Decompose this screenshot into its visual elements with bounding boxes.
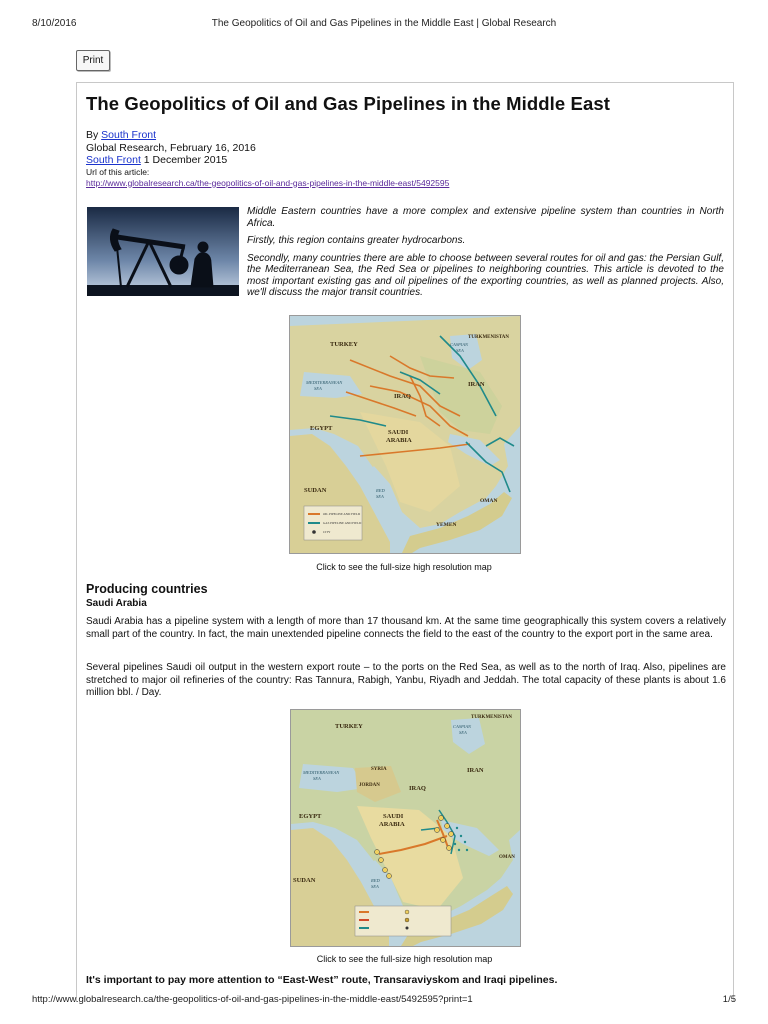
intro-paragraph: Secondly, many countries there are able to choose between several routes for oil and gas: the Persian Gulf, the Mediterranean Sea, the Red Sea or pipelines to neighboring countries. This article is devoted to the most important existing gas and oil pipelines of the exporting countries, as well as planned projects. Also, we'll discuss the major transit countries.	[247, 252, 724, 298]
map2-label-iran: IRAN	[467, 767, 484, 774]
map2-label-jordan: JORDAN	[359, 783, 380, 788]
map-label-red: RED	[376, 488, 385, 493]
print-date: 8/10/2016	[32, 18, 77, 29]
map-label-arabia: ARABIA	[386, 437, 412, 444]
map-label-iraq: IRAQ	[394, 393, 411, 400]
middle-east-pipelines-map[interactable]	[289, 315, 521, 554]
map2-label-mediterranean: MEDITERRANEAN	[303, 770, 340, 775]
original-source-link[interactable]: South Front	[86, 154, 141, 166]
intro-paragraph: Middle Eastern countries have a more complex and extensive pipeline system than countries in North Africa.	[247, 206, 724, 229]
print-header	[32, 18, 736, 32]
byline: By South Front	[86, 129, 157, 141]
article-meta	[86, 129, 449, 189]
map2-label-mediterranean-sea: SEA	[313, 776, 321, 781]
map-label-iran: IRAN	[468, 381, 485, 388]
map-label-mediterranean: MEDITERRANEAN	[306, 380, 343, 385]
source-line: Global Research, February 16, 2016	[86, 141, 256, 154]
legend-city: CITY	[323, 530, 331, 534]
map-label-egypt: EGYPT	[310, 425, 333, 432]
map-label-caspian-sea: SEA	[456, 348, 464, 353]
paragraph-saudi-1: Saudi Arabia has a pipeline system with a length of more than 17 thousand km. At the same time geographically this system covers a relatively small part of the country. In fact, the main unextended pipeline connects the field to the east of the country to the export port in the same area.	[86, 616, 726, 640]
map-label-oman: OMAN	[480, 498, 498, 504]
map2-label-saudi: SAUDI	[383, 813, 404, 820]
map-label-caspian: CASPIAN	[450, 342, 468, 347]
map2-label-syria: SYRIA	[371, 767, 387, 772]
original-source: South Front 1 December 2015	[86, 154, 228, 166]
print-button[interactable]: Print	[76, 50, 110, 71]
map-label-red-sea: SEA	[376, 494, 384, 499]
map2-label-caspian-sea: SEA	[459, 730, 467, 735]
map2-label-turkey: TURKEY	[335, 723, 363, 730]
map2-label-turkmenistan: TURKMENISTAN	[471, 715, 513, 720]
map-label-mediterranean-sea: SEA	[314, 386, 322, 391]
legend-oil: OIL PIPELINE AND FIELD	[323, 512, 361, 516]
intro-paragraph: Firstly, this region contains greater hydrocarbons.	[247, 235, 466, 246]
print-footer	[32, 994, 736, 1008]
map2-legend	[355, 906, 451, 936]
article-url-link[interactable]: http://www.globalresearch.ca/the-geopolitics-of-oil-and-gas-pipelines-in-the-middle-east/5492595	[86, 177, 450, 188]
map-legend	[304, 506, 362, 540]
map2-caption[interactable]: Click to see the full-size high resolution map	[316, 954, 493, 964]
map-label-yemen: YEMEN	[436, 522, 457, 528]
url-label: Url of this article:	[86, 166, 150, 177]
map2-label-red: RED	[371, 878, 380, 883]
map2-label-egypt: EGYPT	[299, 813, 322, 820]
footer-url: http://www.globalresearch.ca/the-geopolitics-of-oil-and-gas-pipelines-in-the-middle-east/5492595?print=1	[32, 994, 473, 1005]
saudi-arabia-pipelines-map[interactable]	[290, 709, 521, 947]
paragraph-saudi-2: Several pipelines Saudi oil output in the western export route – to the ports on the Red Sea, as well as to the north of Iraq. Also, pipelines are stretched to major oil refineries of the country: Ras Tannura, Rabigh, Yanbu, Riyadh and Jeddah. The total capacity of these plants is about 1.6 million bbl. / Day.	[86, 662, 726, 698]
article-title: The Geopolitics of Oil and Gas Pipelines in the Middle East	[86, 93, 610, 114]
map2-label-iraq: IRAQ	[409, 785, 426, 792]
map2-label-oman: OMAN	[499, 855, 515, 860]
subheading: Saudi Arabia	[86, 598, 147, 609]
legend-gas: GAS PIPELINE AND FIELD	[323, 521, 362, 525]
map1-caption[interactable]: Click to see the full-size high resolution map	[316, 562, 492, 572]
intro-text	[247, 206, 724, 305]
map2-label-red-sea: SEA	[371, 884, 379, 889]
page-number: 1/5	[722, 994, 736, 1005]
map2-label-caspian: CASPIAN	[453, 724, 471, 729]
map2-label-arabia: ARABIA	[379, 821, 405, 828]
map2-label-sudan: SUDAN	[293, 877, 316, 884]
map-label-turkey: TURKEY	[330, 341, 358, 348]
map-label-sudan: SUDAN	[304, 487, 327, 494]
author-link[interactable]: South Front	[101, 129, 157, 141]
print-page-title: The Geopolitics of Oil and Gas Pipelines in the Middle East | Global Research	[211, 18, 557, 29]
section-heading: Producing countries	[86, 582, 208, 596]
oil-pumpjack-photo	[87, 207, 239, 296]
map-label-saudi: SAUDI	[388, 429, 409, 436]
closing-emphasis: It's important to pay more attention to “East-West” route, Transaraviyskom and Iraqi pipelines.	[86, 974, 558, 986]
map-label-turkmenistan: TURKMENISTAN	[468, 335, 510, 340]
